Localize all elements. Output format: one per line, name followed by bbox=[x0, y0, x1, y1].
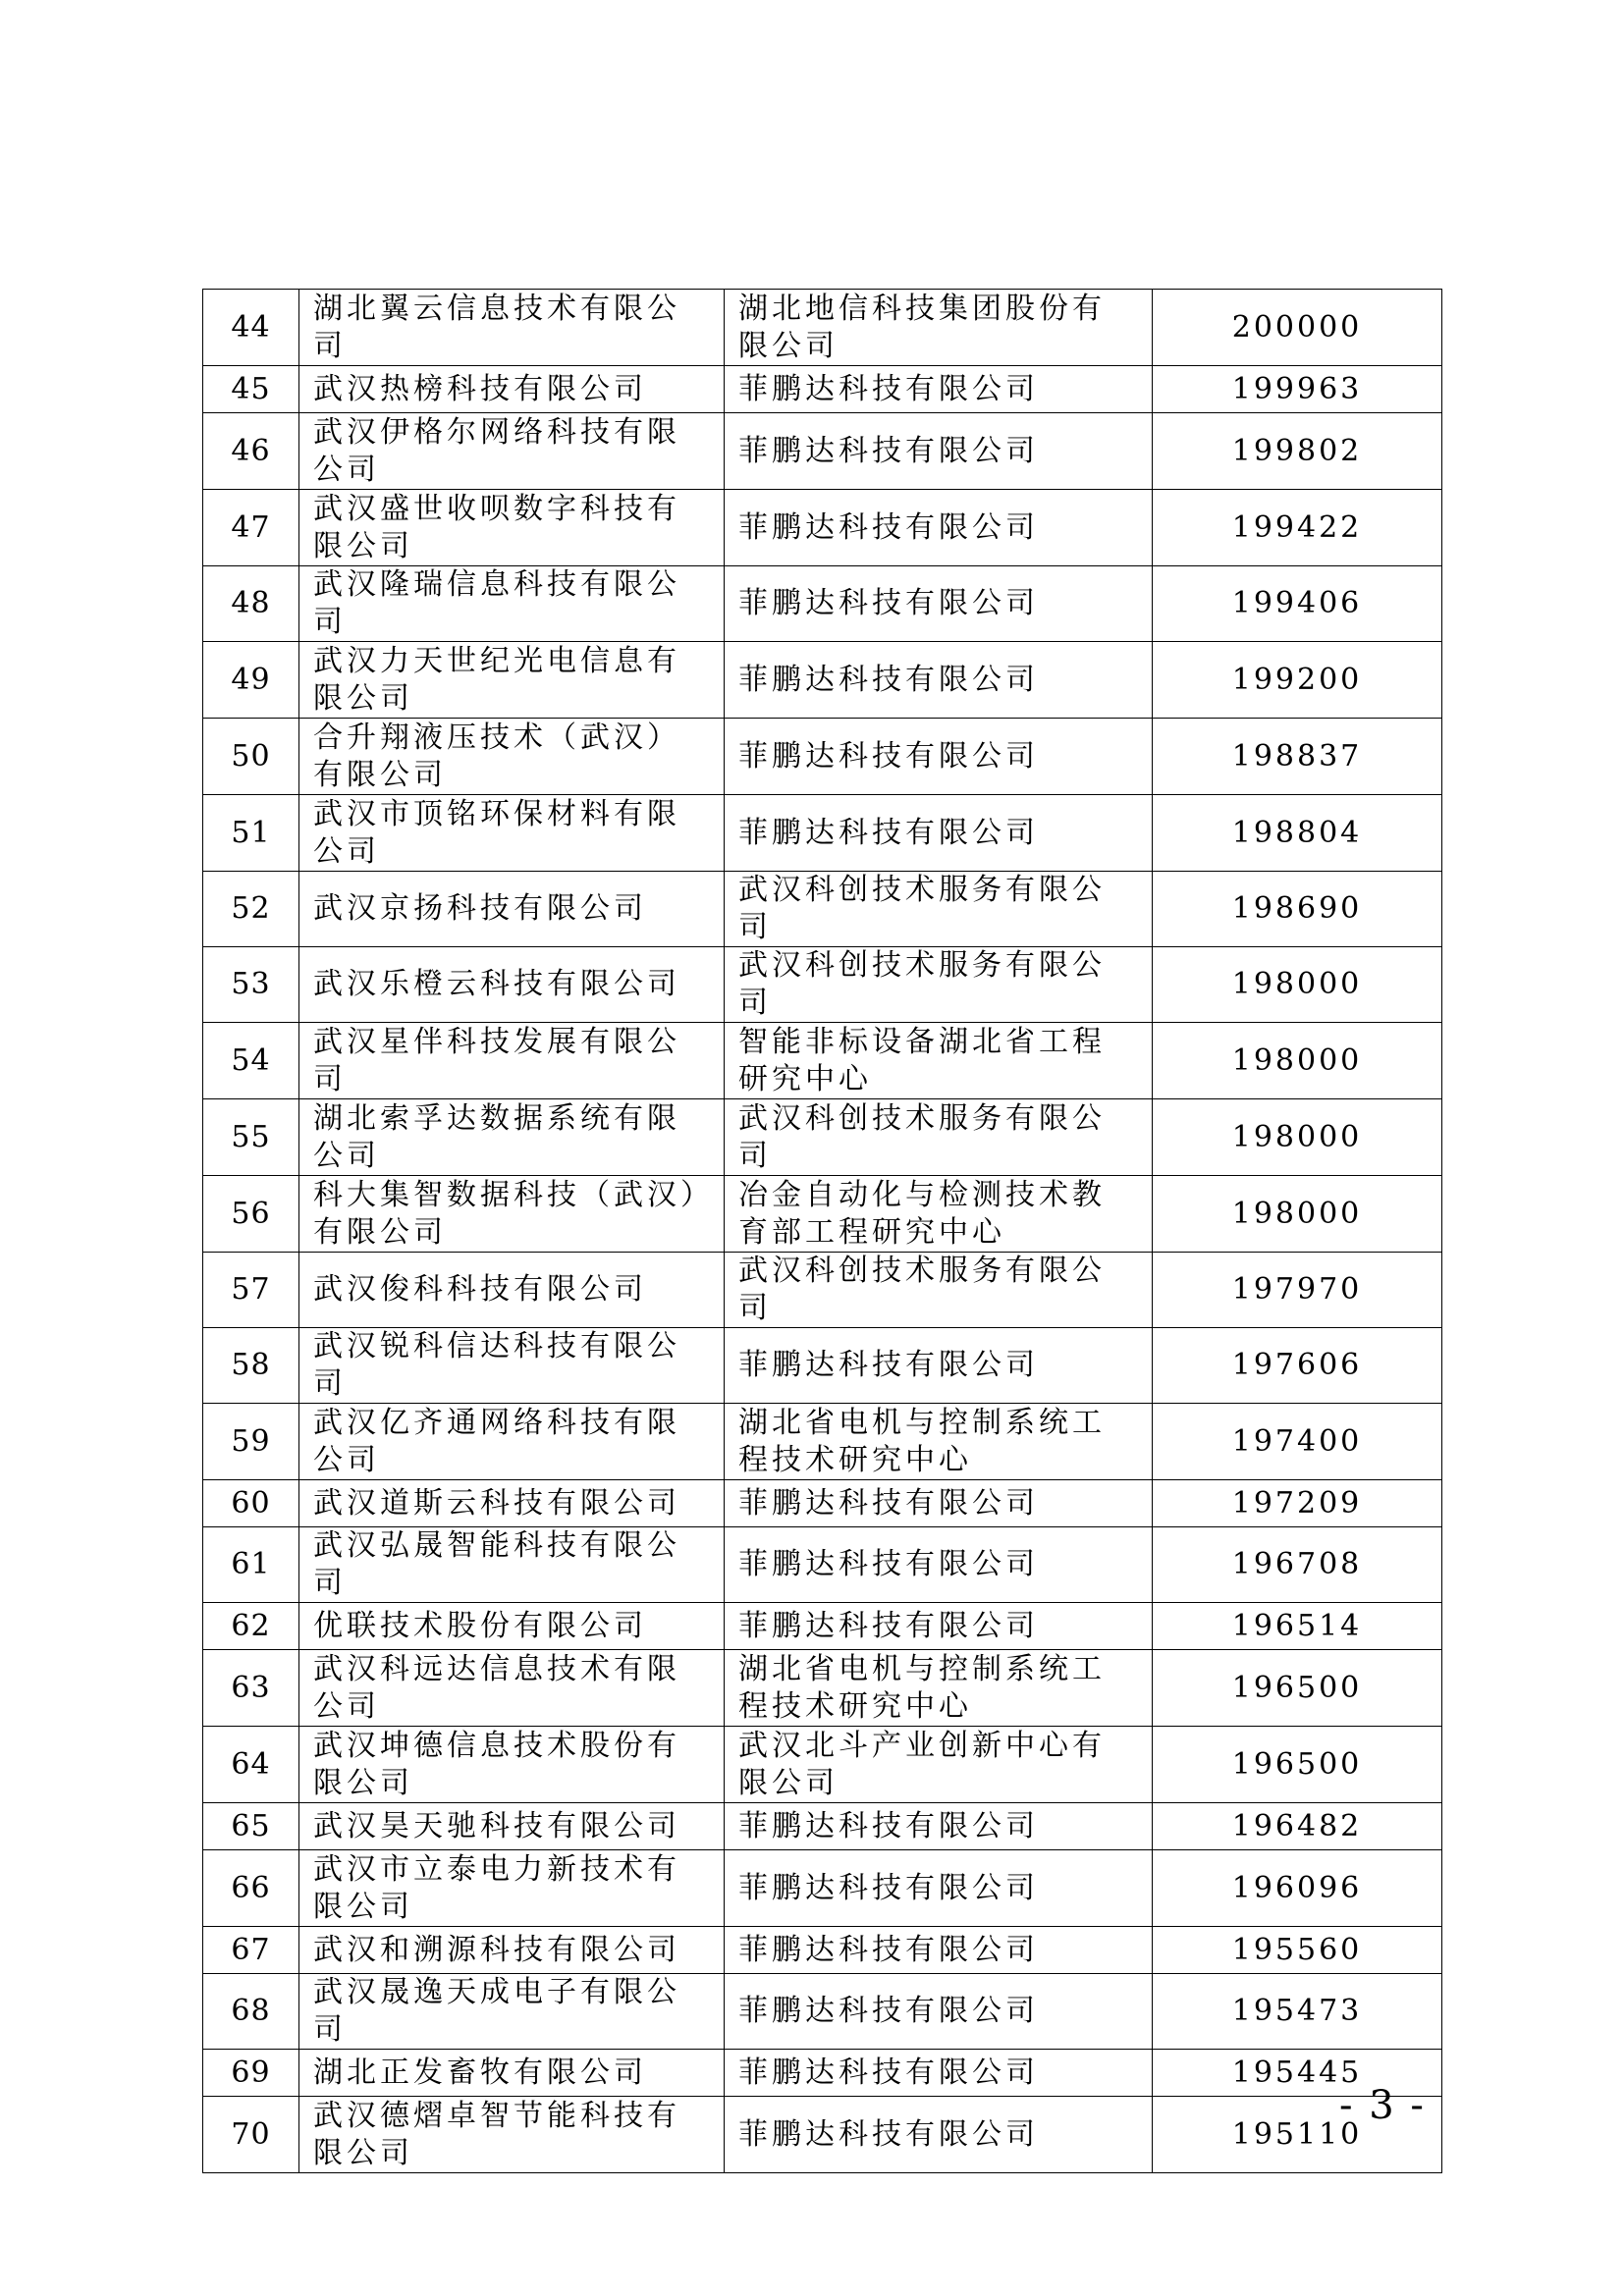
amount: 198000 bbox=[1153, 1176, 1442, 1253]
service-org: 菲鹏达科技有限公司 bbox=[725, 2050, 1153, 2097]
amount: 195445 bbox=[1153, 2050, 1442, 2097]
company-name: 武汉德熠卓智节能科技有限公司 bbox=[299, 2097, 725, 2173]
table-body bbox=[203, 290, 1442, 2173]
row-number: 53 bbox=[203, 947, 299, 1023]
company-name: 合升翔液压技术（武汉）有限公司 bbox=[299, 719, 725, 795]
table-row bbox=[203, 1176, 1442, 1253]
row-number: 46 bbox=[203, 413, 299, 490]
service-org: 菲鹏达科技有限公司 bbox=[725, 795, 1153, 872]
amount: 197400 bbox=[1153, 1404, 1442, 1480]
table-row bbox=[203, 795, 1442, 872]
company-name: 武汉科远达信息技术有限公司 bbox=[299, 1650, 725, 1727]
row-number: 47 bbox=[203, 490, 299, 566]
company-name: 武汉市顶铭环保材料有限公司 bbox=[299, 795, 725, 872]
company-name: 武汉弘晟智能科技有限公司 bbox=[299, 1527, 725, 1603]
row-number: 56 bbox=[203, 1176, 299, 1253]
table-row bbox=[203, 1023, 1442, 1099]
service-org: 武汉科创技术服务有限公司 bbox=[725, 1253, 1153, 1328]
company-name: 武汉乐橙云科技有限公司 bbox=[299, 947, 725, 1023]
page-number: - 3 - bbox=[1339, 2083, 1426, 2128]
company-name: 武汉坤德信息技术股份有限公司 bbox=[299, 1727, 725, 1803]
table-row bbox=[203, 490, 1442, 566]
row-number: 54 bbox=[203, 1023, 299, 1099]
row-number: 45 bbox=[203, 366, 299, 413]
row-number: 55 bbox=[203, 1099, 299, 1176]
company-name: 武汉盛世收呗数字科技有限公司 bbox=[299, 490, 725, 566]
row-number: 68 bbox=[203, 1974, 299, 2050]
amount: 199963 bbox=[1153, 366, 1442, 413]
amount: 195560 bbox=[1153, 1927, 1442, 1974]
table-row bbox=[203, 2097, 1442, 2173]
row-number: 48 bbox=[203, 566, 299, 642]
row-number: 57 bbox=[203, 1253, 299, 1328]
amount: 196500 bbox=[1153, 1650, 1442, 1727]
row-number: 61 bbox=[203, 1527, 299, 1603]
amount: 195110 bbox=[1153, 2097, 1442, 2173]
company-name: 武汉隆瑞信息科技有限公司 bbox=[299, 566, 725, 642]
company-name: 武汉俊科科技有限公司 bbox=[299, 1253, 725, 1328]
company-name: 武汉亿齐通网络科技有限公司 bbox=[299, 1404, 725, 1480]
service-org: 菲鹏达科技有限公司 bbox=[725, 719, 1153, 795]
service-org: 菲鹏达科技有限公司 bbox=[725, 366, 1153, 413]
amount: 196482 bbox=[1153, 1803, 1442, 1850]
amount: 196708 bbox=[1153, 1527, 1442, 1603]
service-org: 武汉科创技术服务有限公司 bbox=[725, 1099, 1153, 1176]
company-name: 武汉伊格尔网络科技有限公司 bbox=[299, 413, 725, 490]
service-org: 菲鹏达科技有限公司 bbox=[725, 1527, 1153, 1603]
company-name: 科大集智数据科技（武汉）有限公司 bbox=[299, 1176, 725, 1253]
row-number: 65 bbox=[203, 1803, 299, 1850]
service-org: 菲鹏达科技有限公司 bbox=[725, 1603, 1153, 1650]
table-row bbox=[203, 1099, 1442, 1176]
service-org: 菲鹏达科技有限公司 bbox=[725, 566, 1153, 642]
table-row bbox=[203, 566, 1442, 642]
service-org: 菲鹏达科技有限公司 bbox=[725, 1328, 1153, 1404]
company-name: 武汉京扬科技有限公司 bbox=[299, 872, 725, 947]
table-row bbox=[203, 366, 1442, 413]
service-org: 菲鹏达科技有限公司 bbox=[725, 413, 1153, 490]
company-name: 湖北翼云信息技术有限公司 bbox=[299, 290, 725, 366]
amount: 198837 bbox=[1153, 719, 1442, 795]
amount: 199802 bbox=[1153, 413, 1442, 490]
table-row bbox=[203, 872, 1442, 947]
amount: 198690 bbox=[1153, 872, 1442, 947]
amount: 197209 bbox=[1153, 1480, 1442, 1527]
amount: 196514 bbox=[1153, 1603, 1442, 1650]
company-name: 湖北正发畜牧有限公司 bbox=[299, 2050, 725, 2097]
company-name: 武汉道斯云科技有限公司 bbox=[299, 1480, 725, 1527]
service-org: 智能非标设备湖北省工程研究中心 bbox=[725, 1023, 1153, 1099]
service-org: 菲鹏达科技有限公司 bbox=[725, 1850, 1153, 1927]
service-org: 菲鹏达科技有限公司 bbox=[725, 1927, 1153, 1974]
amount: 196500 bbox=[1153, 1727, 1442, 1803]
table-row bbox=[203, 1603, 1442, 1650]
amount: 198000 bbox=[1153, 947, 1442, 1023]
service-org: 武汉科创技术服务有限公司 bbox=[725, 947, 1153, 1023]
amount: 198804 bbox=[1153, 795, 1442, 872]
row-number: 44 bbox=[203, 290, 299, 366]
company-name: 湖北索孚达数据系统有限公司 bbox=[299, 1099, 725, 1176]
row-number: 63 bbox=[203, 1650, 299, 1727]
company-name: 武汉晟逸天成电子有限公司 bbox=[299, 1974, 725, 2050]
company-name: 武汉星伴科技发展有限公司 bbox=[299, 1023, 725, 1099]
amount: 196096 bbox=[1153, 1850, 1442, 1927]
row-number: 49 bbox=[203, 642, 299, 719]
service-org: 武汉科创技术服务有限公司 bbox=[725, 872, 1153, 947]
table-row bbox=[203, 1650, 1442, 1727]
table-row bbox=[203, 1404, 1442, 1480]
table-row bbox=[203, 1253, 1442, 1328]
amount: 199422 bbox=[1153, 490, 1442, 566]
service-org: 菲鹏达科技有限公司 bbox=[725, 642, 1153, 719]
amount: 198000 bbox=[1153, 1099, 1442, 1176]
row-number: 67 bbox=[203, 1927, 299, 1974]
company-name: 武汉锐科信达科技有限公司 bbox=[299, 1328, 725, 1404]
table-row bbox=[203, 1727, 1442, 1803]
row-number: 66 bbox=[203, 1850, 299, 1927]
company-name: 武汉热榜科技有限公司 bbox=[299, 366, 725, 413]
table-row bbox=[203, 1328, 1442, 1404]
table-row bbox=[203, 290, 1442, 366]
service-org: 湖北地信科技集团股份有限公司 bbox=[725, 290, 1153, 366]
company-name: 武汉昊天驰科技有限公司 bbox=[299, 1803, 725, 1850]
table-row bbox=[203, 2050, 1442, 2097]
service-org: 菲鹏达科技有限公司 bbox=[725, 1480, 1153, 1527]
row-number: 52 bbox=[203, 872, 299, 947]
company-name: 武汉市立泰电力新技术有限公司 bbox=[299, 1850, 725, 1927]
row-number: 70 bbox=[203, 2097, 299, 2173]
table-row bbox=[203, 1527, 1442, 1603]
amount: 198000 bbox=[1153, 1023, 1442, 1099]
row-number: 50 bbox=[203, 719, 299, 795]
service-org: 菲鹏达科技有限公司 bbox=[725, 1803, 1153, 1850]
row-number: 69 bbox=[203, 2050, 299, 2097]
table-row bbox=[203, 642, 1442, 719]
table-row bbox=[203, 1480, 1442, 1527]
funding-table bbox=[202, 289, 1442, 2173]
company-name: 武汉和溯源科技有限公司 bbox=[299, 1927, 725, 1974]
table-row bbox=[203, 1974, 1442, 2050]
table-row bbox=[203, 947, 1442, 1023]
service-org: 冶金自动化与检测技术教育部工程研究中心 bbox=[725, 1176, 1153, 1253]
row-number: 62 bbox=[203, 1603, 299, 1650]
service-org: 湖北省电机与控制系统工程技术研究中心 bbox=[725, 1650, 1153, 1727]
table-row bbox=[203, 1850, 1442, 1927]
service-org: 菲鹏达科技有限公司 bbox=[725, 490, 1153, 566]
amount: 197606 bbox=[1153, 1328, 1442, 1404]
table-row bbox=[203, 719, 1442, 795]
row-number: 64 bbox=[203, 1727, 299, 1803]
amount: 199406 bbox=[1153, 566, 1442, 642]
company-name: 武汉力天世纪光电信息有限公司 bbox=[299, 642, 725, 719]
row-number: 51 bbox=[203, 795, 299, 872]
company-name: 优联技术股份有限公司 bbox=[299, 1603, 725, 1650]
service-org: 菲鹏达科技有限公司 bbox=[725, 1974, 1153, 2050]
row-number: 58 bbox=[203, 1328, 299, 1404]
service-org: 武汉北斗产业创新中心有限公司 bbox=[725, 1727, 1153, 1803]
amount: 199200 bbox=[1153, 642, 1442, 719]
table-row bbox=[203, 413, 1442, 490]
service-org: 湖北省电机与控制系统工程技术研究中心 bbox=[725, 1404, 1153, 1480]
table-row bbox=[203, 1927, 1442, 1974]
service-org: 菲鹏达科技有限公司 bbox=[725, 2097, 1153, 2173]
row-number: 59 bbox=[203, 1404, 299, 1480]
amount: 200000 bbox=[1153, 290, 1442, 366]
row-number: 60 bbox=[203, 1480, 299, 1527]
table-row bbox=[203, 1803, 1442, 1850]
amount: 195473 bbox=[1153, 1974, 1442, 2050]
amount: 197970 bbox=[1153, 1253, 1442, 1328]
